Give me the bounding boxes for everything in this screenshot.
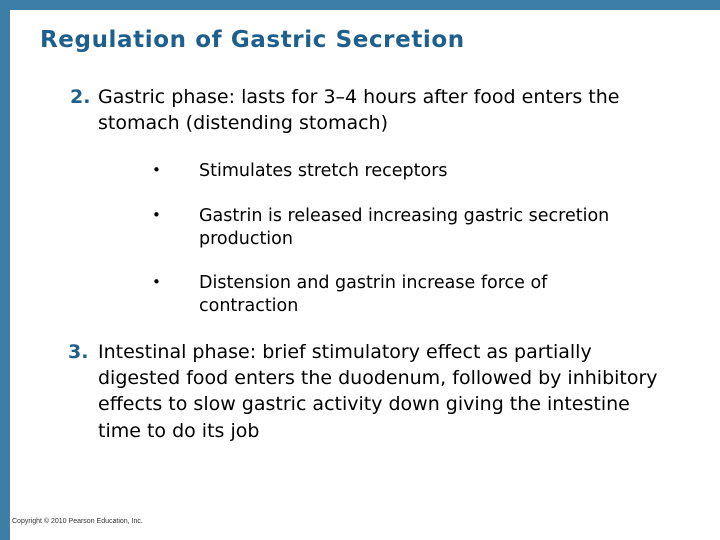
bullet-text: Stimulates stretch receptors: [199, 161, 448, 182]
bullet-text: Distension and gastrin increase force of contraction: [199, 272, 548, 316]
bullet-dot-icon: •: [152, 161, 161, 180]
bullet-list: [152, 160, 632, 317]
left-accent-bar: [0, 10, 10, 540]
bullet-dot-icon: •: [152, 272, 161, 291]
list-item: [152, 205, 632, 251]
list-item-text: Intestinal phase: brief stimulatory effect as partially digested food enters the duodenum, followed by inhibitory effects to slow gastric activity down giving the intestine time to do its job: [98, 340, 658, 442]
list-item: [70, 84, 672, 136]
list-item: [68, 339, 676, 444]
list-item: [152, 160, 632, 183]
bullet-dot-icon: •: [152, 205, 161, 224]
list-item-marker: 2.: [70, 86, 91, 108]
page-title: Regulation of Gastric Secretion: [40, 27, 465, 53]
slide-body: [62, 84, 682, 444]
copyright-notice: Copyright © 2010 Pearson Education, Inc.: [12, 518, 143, 525]
list-item: [152, 272, 632, 318]
top-accent-bar: [0, 0, 720, 10]
bullet-text: Gastrin is released increasing gastric secretion production: [199, 205, 610, 249]
list-item-marker: 3.: [68, 340, 89, 363]
list-item-text: Gastric phase: lasts for 3–4 hours after food enters the stomach (distending stomach): [98, 86, 620, 135]
